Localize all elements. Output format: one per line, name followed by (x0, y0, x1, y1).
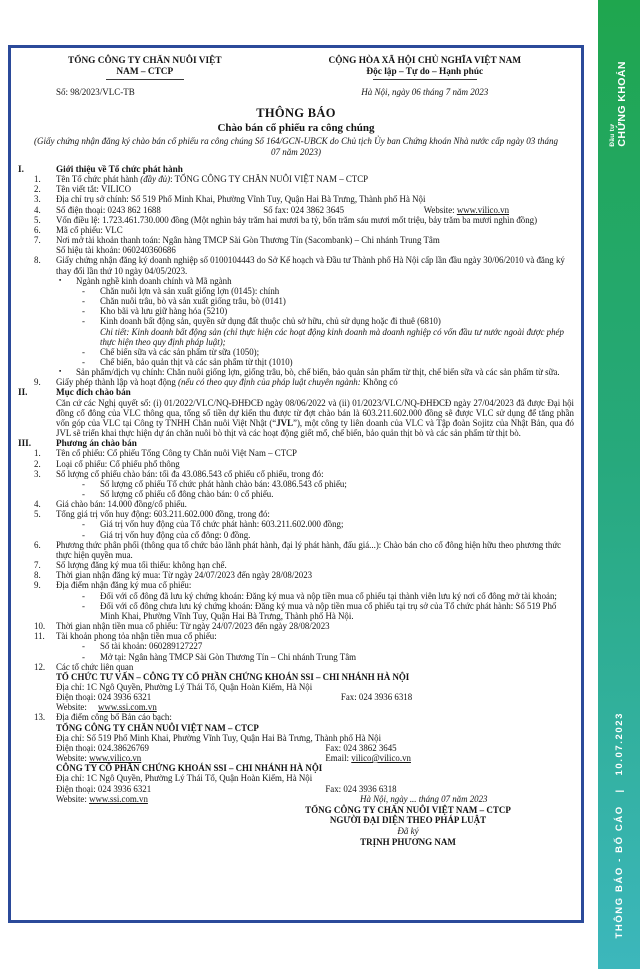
text-segment: Chăn nuôi lợn và sản xuất giống lợn (0145): chính (100, 285, 280, 296)
text-segment: Fax: 024 3862 3645 (325, 742, 397, 753)
sidebar-footer-text: THÔNG BÁO - BỐ CÁO | 10.07.2023 (613, 712, 625, 939)
doc-line (16, 631, 576, 641)
link[interactable]: www.ssi.com.vn (89, 793, 148, 804)
doc-line (16, 215, 576, 225)
doc-line (16, 286, 576, 296)
text-segment: Số hiệu tài khoản: 060240360686 (56, 245, 176, 256)
doc-line (16, 570, 576, 580)
text-segment: Ngành nghề kinh doanh chính và Mã ngành (76, 275, 232, 286)
text-segment: Các tổ chức liên quan (56, 661, 134, 672)
text-segment: (nếu có theo quy định của pháp luật chuyên ngành: (178, 377, 361, 388)
text-segment: Hà Nội, ngày ... tháng 07 năm 2023 (360, 793, 488, 804)
list-marker: 11. (34, 631, 45, 642)
text-segment: Chế biến sữa và các sản phẩm từ sữa (1050); (100, 346, 260, 357)
text-segment: TỔNG CÔNG TY CHĂN NUÔI VIỆT NAM – CTCP (56, 722, 259, 733)
text-segment: Thời gian nhận tiền mua cổ phiếu: Từ ngày 24/07/2023 đến ngày 28/08/2023 (56, 621, 330, 632)
doc-line (16, 540, 576, 560)
doc-line (16, 773, 576, 783)
text-segment: Fax: 024 3936 6318 (340, 692, 413, 703)
doc-line (16, 560, 576, 570)
line-column (56, 794, 274, 804)
doc-line (16, 621, 576, 631)
doc-line (16, 347, 576, 357)
text-segment: Fax: 024 3936 6318 (325, 783, 397, 794)
doc-line (16, 438, 576, 448)
text-segment: Địa chỉ: Số 519 Phố Minh Khai, Phường Vĩnh Tuy, Quận Hai Bà Trưng, Thành phố Hà Nội (56, 732, 382, 743)
doc-line (16, 601, 576, 621)
text-segment: Giá trị vốn huy động của cổ đông: 0 đồng. (100, 529, 251, 540)
header-rule-right (373, 79, 477, 80)
list-marker: I. (18, 164, 24, 174)
text-segment: Chăn nuôi trâu, bò và sản xuất giống trâu, bò (0141) (100, 296, 286, 307)
brand-small-text: Đầu tư (609, 123, 617, 147)
text-segment: Địa chỉ: 1C Ngô Quyền, Phường Lý Thái Tổ, Quận Hoàn Kiếm, Hà Nội (56, 773, 313, 784)
text-segment: (đầy đủ) (140, 174, 171, 185)
doc-line (16, 784, 576, 794)
text-segment: Căn cứ các Nghị quyết số: (i) 01/2022/VLC/NQ-ĐHĐCĐ ngày 08/06/2022 và (ii) 01/2023/VLC/NQ-ĐHĐCĐ ngày 27/04/2023 đã được Đại hội đồng cổ đông của VLC thông qua, tổng số tiền dự kiến thu được từ đợt chào bán là 603.211.602.000 đồng sẽ được VLC sử dụng để tăng phần vốn góp của VLC tại Công ty TNHH Chăn nuôi Việt Nhật (“ (56, 397, 574, 428)
link[interactable]: www.vilico.vn (89, 753, 142, 764)
list-marker: 3. (34, 468, 41, 479)
list-marker: 2. (34, 184, 41, 195)
doc-line (16, 743, 576, 753)
text-segment: Điện thoại: 024 3936 6321 (56, 783, 152, 794)
brand-sidebar (598, 0, 640, 969)
doc-line (16, 580, 576, 590)
doc-line (16, 387, 576, 397)
list-marker: 1. (34, 448, 41, 459)
brand-logo (598, 38, 640, 170)
doc-line (16, 398, 576, 439)
doc-line (16, 316, 576, 326)
text-segment: Mã cổ phiếu: VLC (56, 224, 123, 235)
list-marker: 7. (34, 235, 41, 246)
doc-line (16, 712, 576, 722)
text-segment: Đối với cổ đông đã lưu ký chứng khoán: Đăng ký mua và nộp tiền mua cổ phiếu tại thành viên lưu ký nơi cổ đông mở tài khoản; (100, 590, 557, 601)
list-marker: 3. (34, 194, 41, 205)
list-marker: 7. (34, 560, 41, 571)
list-marker: II. (18, 387, 28, 398)
issuer-name-line2: NAM – CTCP (116, 67, 174, 77)
doc-line (16, 327, 576, 347)
line-column (325, 743, 574, 753)
doc-line (16, 194, 576, 204)
link[interactable]: www.ssi.com.vn (97, 702, 157, 713)
line-column (274, 794, 574, 804)
list-marker: 9. (34, 580, 41, 591)
text-segment: Địa điểm nhận đăng ký mua cổ phiếu: (56, 580, 192, 591)
document-title: THÔNG BÁO (256, 106, 336, 120)
doc-line (16, 763, 576, 773)
text-segment: Giấy chứng nhận đăng ký doanh nghiệp số 0100104443 do Sở Kế hoạch và Đầu tư Thành phố Hà Nội cấp lần đầu ngày 30/06/2010 và đăng ký thay đổi lần thứ 10 ngày 04/05/2023. (56, 255, 565, 276)
doc-line (16, 377, 576, 387)
doc-line (16, 469, 576, 479)
text-segment: CÔNG TY CỔ PHẦN CHỨNG KHOÁN SSI – CHI NHÁNH HÀ NỘI (56, 763, 323, 774)
doc-line (16, 184, 576, 194)
text-segment: Số lượng cổ phiếu Tổ chức phát hành chào bán: 43.086.543 cổ phiếu; (100, 478, 347, 489)
list-marker: 5. (34, 509, 41, 520)
text-segment: Chế biến, bảo quản thịt và các sản phẩm từ thịt (1010) (100, 356, 293, 367)
text-segment: Mở tại: Ngân hàng TMCP Sài Gòn Thương Tín – Chi nhánh Trung Tâm (100, 651, 357, 662)
text-segment: Tổng giá trị vốn huy động: 603.211.602.000 đồng, trong đó: (56, 509, 270, 520)
doc-line (16, 753, 576, 763)
list-marker: 4. (34, 499, 41, 510)
text-segment: Giới thiệu về Tổ chức phát hành (56, 164, 183, 174)
text-segment: Tên cổ phiếu: Cổ phiếu Tổng Công ty Chăn nuôi Việt Nam – CTCP (56, 448, 297, 459)
list-marker: 2. (34, 458, 41, 469)
text-segment: Kinh doanh bất động sản, quyền sử dụng đất thuộc chủ sở hữu, chủ sử dụng hoặc đi thuê (6810) (100, 316, 441, 327)
doc-line (16, 733, 576, 743)
doc-line (16, 489, 576, 499)
text-segment: Số tài khoản: 060289127227 (100, 641, 203, 652)
document-body (16, 164, 576, 804)
doc-line (16, 225, 576, 235)
text-segment: Giấy phép thành lập và hoạt động (56, 377, 179, 388)
list-marker: 6. (34, 224, 41, 235)
brand-large-text: CHỨNG KHOÁN (615, 61, 628, 147)
text-segment: Vốn điều lệ: 1.723.461.730.000 đồng (Một nghìn bảy trăm hai mươi ba tỷ, bốn trăm sáu mươi mốt triệu, bảy trăm ba mươi nghìn đồng) (56, 214, 538, 225)
signature-org: TỔNG CÔNG TY CHĂN NUÔI VIỆT NAM – CTCP (305, 804, 511, 815)
text-segment: Địa chỉ: 1C Ngô Quyền, Phường Lý Thái Tổ, Quận Hoàn Kiếm, Hà Nội (56, 681, 313, 692)
text-segment: TỔ CHỨC TƯ VẤN – CÔNG TY CỔ PHẦN CHỨNG KHOÁN SSI – CHI NHÁNH HÀ NỘI (56, 671, 410, 682)
document-title-note: (Giấy chứng nhận đăng ký chào bán cổ phiếu ra công chúng Số 164/GCN-UBCK do Chủ tịch Ủy ban Chứng khoán Nhà nước cấp ngày 03 tháng 07 năm 2023) (34, 136, 558, 157)
line-column (341, 692, 574, 702)
doc-line (16, 367, 576, 377)
text-segment: Số fax: 024 3862 3645 (263, 204, 345, 215)
header-rule-left (106, 79, 184, 80)
doc-line (16, 174, 576, 184)
line-column (325, 753, 574, 763)
line-column (424, 205, 574, 215)
line-column (56, 784, 325, 794)
line-column (56, 743, 325, 753)
text-segment: Tên Tổ chức phát hành (56, 174, 141, 185)
text-segment: Phương thức phân phối (thông qua tổ chức bảo lãnh phát hành, đại lý phát hành, đấu giá...): Chào bán cho cổ đông hiện hữu theo phương thức thực hiện quyền mua. (56, 539, 562, 560)
list-marker: 5. (34, 214, 41, 225)
doc-line (16, 245, 576, 255)
text-segment: Giá trị vốn huy động của Tổ chức phát hành: 603.211.602.000 đồng; (100, 519, 344, 530)
doc-line (16, 235, 576, 245)
text-segment: ”), một công ty liên doanh của VLC và Tập đoàn Sojitz của Nhật Bản, qua đó JVL sẽ triển khai thực hiện dự án chăn nuôi bò thịt và các hoạt động giết mổ, chế biến, bảo quản thịt bò và các sản phẩm từ thịt bò. (56, 417, 574, 439)
doc-line (16, 276, 576, 286)
text-segment: Website: (423, 204, 457, 215)
text-segment: Phương án chào bán (56, 438, 137, 449)
doc-line (16, 519, 576, 529)
text-segment: Sản phẩm/dịch vụ chính: Chăn nuôi giống lợn, giống trâu, bò, chế biến, bảo quản sản phẩm từ thịt, chế biến sữa và các sản phẩm từ sữa. (76, 367, 560, 378)
link[interactable]: www.vilico.vn (456, 204, 510, 215)
signature-block (240, 805, 576, 847)
text-segment: Địa điểm công bố Bản cáo bạch: (56, 712, 172, 723)
list-marker: III. (18, 438, 32, 449)
text-segment: Số lượng cổ phiếu cổ đông chào bán: 0 cổ phiếu. (100, 489, 274, 499)
text-segment: Mục đích chào bán (56, 387, 131, 398)
text-segment: Tài khoản phong tỏa nhận tiền mua cổ phiếu: (56, 631, 217, 642)
text-segment: Loại cổ phiếu: Cổ phiếu phổ thông (56, 458, 180, 469)
doc-line (16, 591, 576, 601)
line-column (263, 205, 424, 215)
document-number: Số: 98/2023/VLC-TB (56, 87, 135, 97)
list-marker: 1. (34, 174, 41, 185)
document-header (16, 55, 576, 97)
doc-line (16, 652, 576, 662)
text-segment: Địa chỉ trụ sở chính: Số 519 Phố Minh Khai, Phường Vĩnh Tuy, Quận Hai Bà Trưng, Thành phố Hà Nội (56, 194, 426, 205)
text-segment: Không có (360, 377, 398, 388)
line-column (325, 784, 574, 794)
text-segment: Số lượng cổ phiếu chào bán: tối đa 43.086.543 cổ phiếu cổ phiếu, trong đó: (56, 468, 324, 479)
doc-line (16, 479, 576, 489)
list-marker: 13. (34, 712, 46, 723)
doc-line (16, 682, 576, 692)
text-segment: Website: (56, 702, 98, 713)
text-segment: Tên viết tắt: VILICO (56, 184, 132, 195)
list-marker: 8. (34, 255, 41, 266)
doc-line (16, 296, 576, 306)
line-column (56, 753, 325, 763)
list-marker: 8. (34, 570, 41, 581)
doc-line (16, 692, 576, 702)
text-segment: Đối với cổ đông chưa lưu ký chứng khoán: Đăng ký mua và nộp tiền mua cổ phiếu tại trụ sở của Tổ chức phát hành: Số 519 Phố Minh Khai, Phường Vĩnh Tuy, Quận Hai Bà Trưng, Thành phố Hà Nội. (100, 600, 557, 621)
text-segment: Số lượng đăng ký mua tối thiểu: không hạn chế. (56, 560, 227, 571)
header-issuer-block (16, 55, 274, 97)
doc-line (16, 306, 576, 316)
document-page (8, 45, 584, 923)
doc-line (16, 662, 576, 672)
doc-line (16, 530, 576, 540)
signature-name: TRỊNH PHƯƠNG NAM (360, 836, 456, 847)
list-marker: 10. (34, 621, 46, 632)
sidebar-footer (598, 712, 640, 939)
doc-line (16, 255, 576, 275)
text-segment: Điện thoại: 024 3936 6321 (56, 692, 152, 703)
doc-line (16, 499, 576, 509)
text-segment: JVL (276, 417, 293, 428)
text-segment: Chi tiết: Kinh doanh bất động sản (chỉ thực hiện các hoạt động kinh doanh mà doanh nghiệp có vốn đầu tư nước ngoài được phép thực hiện theo quy định pháp luật); (100, 326, 564, 347)
link[interactable]: vilico@vilico.vn (351, 753, 411, 764)
text-segment: Kho bãi và lưu giữ hàng hóa (5210) (100, 306, 228, 317)
signature-signed-note: Đã ký (397, 826, 419, 837)
text-segment: Email: (325, 753, 352, 764)
line-column (56, 692, 341, 702)
header-national-block (274, 55, 576, 97)
text-segment: Website: (56, 793, 90, 804)
list-marker: 4. (34, 204, 41, 215)
text-segment: Nơi mở tài khoản thanh toán: Ngân hàng TMCP Sài Gòn Thương Tín (Sacombank) – Chi nhánh Trung Tâm (56, 235, 440, 246)
doc-line (16, 459, 576, 469)
text-segment: Giá chào bán: 14.000 đồng/cổ phiếu. (56, 499, 187, 510)
text-segment: Điện thoại: 024.38626769 (56, 742, 149, 753)
document-title-block (16, 106, 576, 158)
text-segment: : TỔNG CÔNG TY CHĂN NUÔI VIỆT NAM – CTCP (170, 174, 369, 185)
doc-line (16, 702, 576, 712)
signature-role: NGƯỜI ĐẠI DIỆN THEO PHÁP LUẬT (329, 815, 487, 826)
national-motto-line2: Độc lập – Tự do – Hạnh phúc (366, 67, 484, 77)
doc-line (16, 641, 576, 651)
doc-line (16, 448, 576, 458)
doc-line (16, 205, 576, 215)
line-column (56, 205, 263, 215)
text-segment: Website: (56, 753, 90, 764)
text-segment: Số điện thoại: 0243 862 1688 (56, 204, 161, 215)
doc-line (16, 509, 576, 519)
doc-line (16, 357, 576, 367)
doc-line (16, 164, 576, 174)
doc-line (16, 723, 576, 733)
national-motto-line1: CỘNG HÒA XÃ HỘI CHỦ NGHĨA VIỆT NAM (328, 56, 522, 66)
text-segment: Thời gian nhận đăng ký mua: Từ ngày 24/07/2023 đến ngày 28/08/2023 (56, 570, 313, 581)
list-marker: 12. (34, 661, 46, 672)
issuer-name-line1: TỔNG CÔNG TY CHĂN NUÔI VIỆT (68, 56, 222, 66)
list-marker: 6. (34, 539, 41, 550)
doc-line (16, 672, 576, 682)
doc-line (16, 794, 576, 804)
issue-date: Hà Nội, ngày 06 tháng 7 năm 2023 (361, 87, 489, 97)
document-subtitle: Chào bán cổ phiếu ra công chúng (217, 122, 375, 134)
list-marker: 9. (34, 377, 41, 388)
